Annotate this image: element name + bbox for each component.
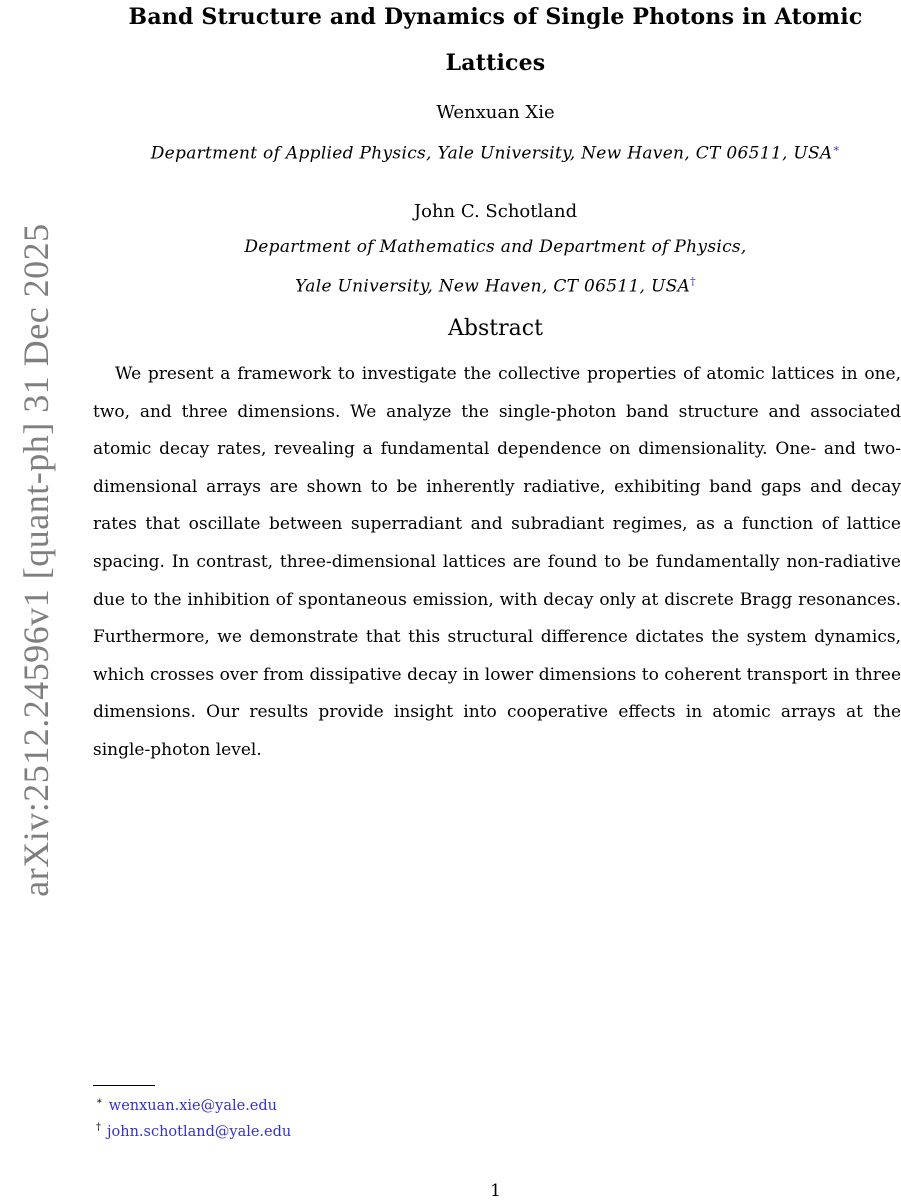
author-name-1: Wenxuan Xie xyxy=(436,102,555,123)
abstract-body: We present a framework to investigate the collective properties of atomic lattices in one, two, and three dimensions. We analyze the single-photon band structure and associated atomic decay rates, revealing a fundamental dependence on dimensionality. One- and two-dimensional arrays are shown to be inherently radiative, exhibiting band gaps and decay rates that oscillate between superradiant and subradiant regimes, as a function of lattice spacing. In contrast, three-dimensional lattices are found to be fundamentally non-radiative due to the inhibition of spontaneous emission, with decay only at discrete Bragg resonances. Furthermore, we demonstrate that this structural difference dictates the system dynamics, which crosses over from dissipative decay in lower dimensions to coherent transport in three dimensions. Our results provide insight into cooperative effects in atomic arrays at the single-photon level. xyxy=(93,364,901,760)
email-link-xie[interactable]: wenxuan.xie@yale.edu xyxy=(108,1097,277,1114)
author-affiliation-2-line-1: Department of Mathematics and Department of Physics, xyxy=(244,237,747,257)
email-link-schotland[interactable]: john.schotland@yale.edu xyxy=(107,1123,292,1140)
author-affiliation-1 xyxy=(90,142,901,164)
footnote-2-mark: † xyxy=(96,1122,101,1133)
footnote-ref-dagger[interactable]: † xyxy=(690,275,696,288)
footnote-ref-asterisk[interactable]: ∗ xyxy=(832,142,841,155)
author-affiliation-2-line-2 xyxy=(90,275,901,297)
affiliation-1-line-1: Department of Applied Physics, Yale University, New Haven, CT 06511, USA xyxy=(150,143,833,164)
footnote-1-mark: ∗ xyxy=(96,1096,103,1107)
page-number: 1 xyxy=(490,1181,501,1201)
footnote-2 xyxy=(96,1122,291,1140)
title-line-1: Band Structure and Dynamics of Single Photons in Atomic xyxy=(128,4,863,30)
affiliation-2-line-2-text: Yale University, New Haven, CT 06511, USA xyxy=(295,276,691,297)
title-line-2: Lattices xyxy=(445,50,546,76)
abstract-heading: Abstract xyxy=(448,316,543,341)
author-name-2: John C. Schotland xyxy=(413,201,578,222)
arxiv-identifier-stamp: arXiv:2512.24596v1 [quant-ph] 31 Dec 2025 xyxy=(16,223,56,897)
footnote-divider xyxy=(93,1085,155,1086)
footnote-1 xyxy=(96,1096,277,1114)
paper-title xyxy=(90,0,901,86)
